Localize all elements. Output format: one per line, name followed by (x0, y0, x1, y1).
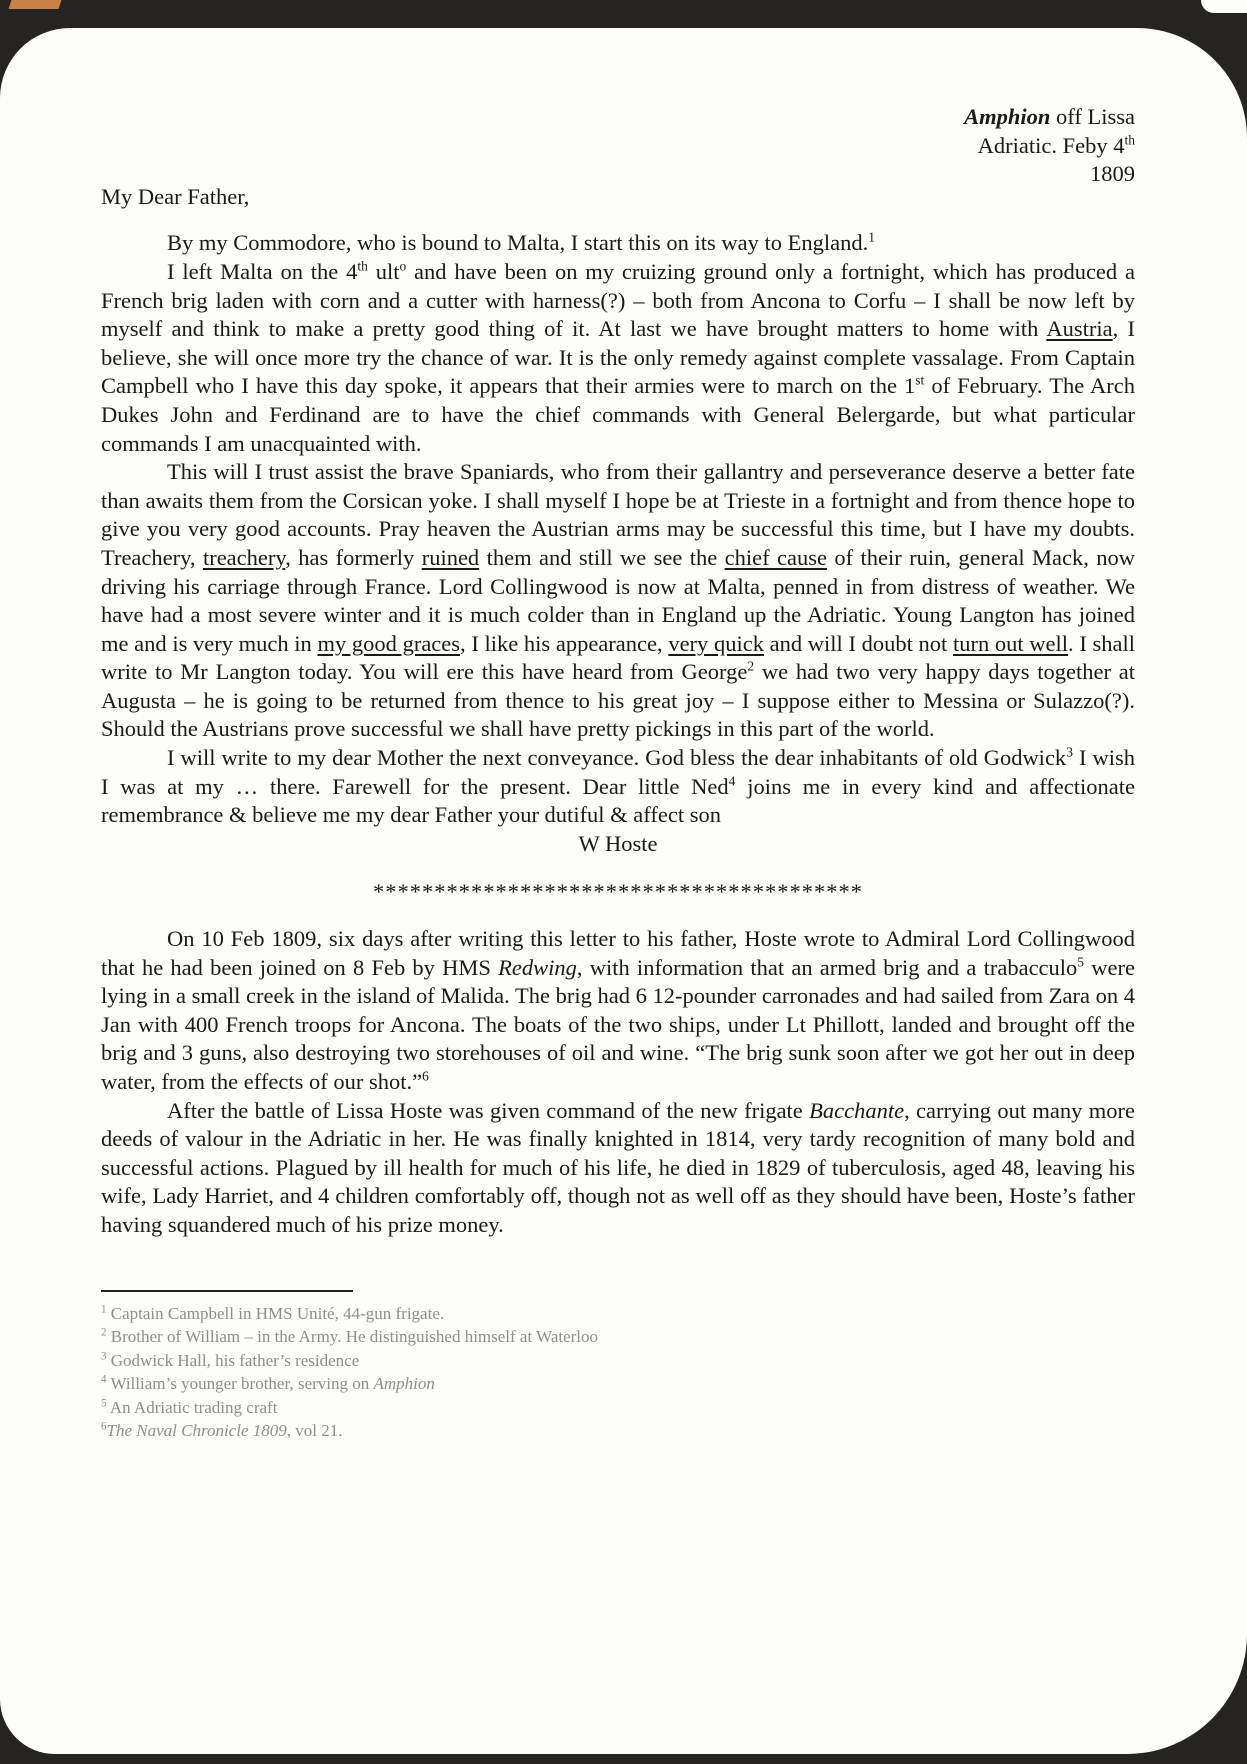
letter-paragraph: This will I trust assist the brave Spaniards, who from their gallantry and perseverance deserve a better fate than awaits them from the Corsican yoke. I shall myself I hope be at Trieste in a fortnight and from thence hope to give you very good accounts. Pray heaven the Austrian arms may be successful this time, but I have my doubts. Treachery, treachery, has formerly ruined them and still we see the chief cause of their ruin, general Mack, now driving his carriage through France. Lord Collingwood is now at Malta, penned in from distress of weather. We have had a most severe winter and it is much colder than in England up the Adriatic. Young Langton has joined me and is very much in my good graces, I like his appearance, very quick and will I doubt not turn out well. I shall write to Mr Langton today. You will ere this have heard from George$^2$ we had two very happy days together at Augusta – he is going to be returned from thence to his great joy – I suppose either to Messina or Sulazzo(?). Should the Austrians prove successful we shall have pretty pickings in this part of the world. (101, 459, 1136, 742)
ship-name: Amphion (964, 104, 1051, 129)
letter-body (101, 229, 1135, 858)
heading-line-date: Adriatic. Feby 4th (977, 132, 1135, 158)
commentary-paragraph: On 10 Feb 1809, six days after writing this letter to his father, Hoste wrote to Admiral Lord Collingwood that he had been joined on 8 Feb by HMS Redwing, with information that an armed brig and a trabacculo$^5$ were lying in a small creek in the island of Malida. The brig had 6 12-pounder carronades and had sailed from Zara on 4 Jan with 400 French troops for Ancona. The boats of the two ships, under Lt Phillott, landed and brought off the brig and 3 guns, also destroying two storehouses of oil and wine. “The brig sunk soon after we got her out in deep water, from the effects of our shot.”$^6$ (101, 926, 1135, 1094)
signature: W Hoste (578, 830, 658, 856)
asterisk-divider: **************************************** (373, 879, 863, 905)
footnote-1: $^1$ Captain Campbell in HMS Unité, 44-gun frigate. (101, 1302, 445, 1323)
commentary-paragraph: After the battle of Lissa Hoste was given command of the new frigate Bacchante, carrying out many more deeds of valour in the Adriatic in her. He was finally knighted in 1814, very tardy recognition of many bold and successful actions. Plagued by ill health for much of his life, he died in 1829 of tuberculosis, aged 48, leaving his wife, Lady Harriet, and 4 children comfortably off, though not as well off as they should have been, Hoste’s father having squandered much of his prize money. (101, 1097, 1135, 1237)
scan-artifact-page-corner (1201, 0, 1247, 13)
footnote-2: $^2$ Brother of William – in the Army. He distinguished himself at Waterloo (101, 1326, 599, 1347)
footnote-separator (101, 1290, 353, 1292)
footnote-6: $^6$The Naval Chronicle 1809, vol 21. (101, 1420, 343, 1441)
footnote-3: $^3$ Godwick Hall, his father’s residence (101, 1349, 360, 1370)
page-content (0, 28, 1247, 1443)
letter-paragraph: By my Commodore, who is bound to Malta, I start this on its way to England.$^1$ (167, 229, 875, 256)
footnote-4: $^4$ William’s younger brother, serving on Amphion (101, 1373, 435, 1394)
footnote-5: $^5$ An Adriatic trading craft (101, 1396, 278, 1417)
letter-paragraph: I left Malta on the 4th ult$^o$ and have been on my cruizing ground only a fortnight, which has produced a French brig laden with corn and a cutter with harness(?) – both from Ancona to Corfu – I shall be now left by myself and think to make a pretty good thing of it. At last we have brought matters to home with Austria, I believe, she will once more try the chance of war. It is the only remedy against complete vassalage. From Captain Campbell who I have this day spoke, it appears that their armies were to march on the 1st of February. The Arch Dukes John and Ferdinand are to have the chief commands with General Belergarde, but what particular commands I am unacquainted with. (101, 258, 1135, 456)
footnote-block (101, 1290, 1135, 1443)
heading-line-ship: Amphion off Lissa (964, 104, 1135, 129)
salutation: My Dear Father, (101, 183, 250, 209)
commentary (101, 925, 1135, 1240)
letter-paragraph: I will write to my dear Mother the next conveyance. God bless the dear inhabitants of old Godwick$^3$ I wish I was at my … there. Farewell for the present. Dear little Ned$^4$ joins me in every kind and affectionate remembrance & believe me my dear Father your dutiful & affect son (101, 744, 1136, 828)
letter-heading (101, 103, 1135, 189)
heading-line-year: 1809 (1090, 161, 1135, 187)
letter-page (0, 28, 1247, 1754)
scan-artifact-orange-sliver (9, 0, 62, 9)
